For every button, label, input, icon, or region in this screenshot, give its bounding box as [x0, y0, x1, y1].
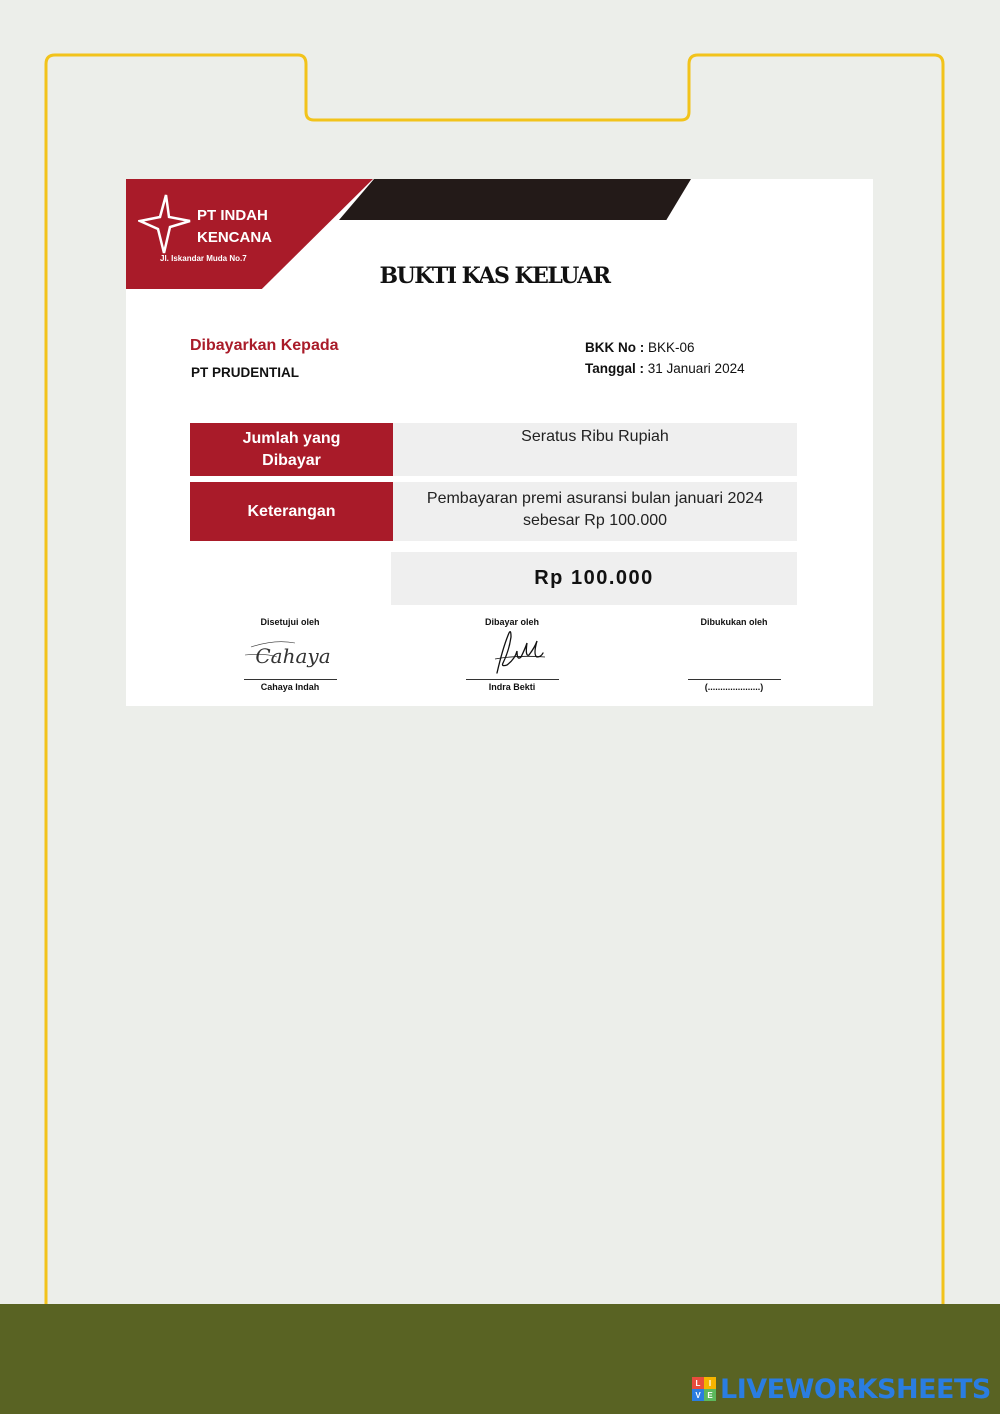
liveworksheets-brand[interactable]: [692, 1373, 991, 1405]
amount-words-value-line1: Seratus Ribu Rupiah: [521, 428, 669, 445]
company-name-line2: KENCANA: [197, 229, 272, 246]
description-value: [393, 482, 797, 541]
date-value: 31 Januari 2024: [647, 361, 745, 376]
company-address: Jl. Iskandar Muda No.7: [160, 254, 247, 263]
liveworksheets-text: LIVEWORKSHEETS: [720, 1373, 991, 1405]
signature-approved-title: Disetujui oleh: [260, 617, 320, 627]
bkk-number-separator: :: [636, 340, 648, 355]
signature-paid-image: [437, 627, 587, 679]
signature-paid-title: Dibayar oleh: [484, 617, 540, 627]
description-value-line2: sebesar Rp 100.000: [522, 512, 668, 529]
payee-label: Dibayarkan Kepada: [190, 337, 339, 354]
signature-paid-line: [466, 679, 559, 680]
signature-approved-image: [215, 627, 365, 679]
description-value-line1: Pembayaran premi asuransi bulan januari 2024: [426, 490, 764, 507]
date-separator: :: [635, 361, 648, 376]
signature-cahaya-text: Cahaya: [255, 644, 331, 668]
bkk-number: [585, 340, 695, 355]
amount-words-value: [393, 423, 797, 476]
payee-value: PT PRUDENTIAL: [191, 365, 299, 380]
logo-letter-v: V: [692, 1389, 704, 1401]
signature-paid: [437, 617, 587, 692]
company-name-line1: PT INDAH: [197, 207, 268, 224]
signature-recorded: [659, 617, 809, 692]
signature-approved: [215, 617, 365, 692]
signature-cahaya-graphic: [215, 627, 365, 679]
document-title: BUKTI KAS KELUAR: [379, 263, 610, 289]
total-amount: Rp 100.000: [391, 552, 797, 605]
amount-words-label-line2: Dibayar: [262, 451, 321, 469]
logo-letter-e: E: [704, 1389, 716, 1401]
bkk-number-label: BKK No: [585, 340, 636, 355]
signature-recorded-image: [659, 627, 809, 679]
liveworksheets-logo-icon: [692, 1377, 716, 1401]
receipt-card: [126, 179, 873, 706]
date-field: [585, 361, 745, 376]
bkk-number-value: BKK-06: [648, 340, 695, 355]
signature-approved-name: Cahaya Indah: [260, 682, 320, 692]
signature-recorded-name: (.....................): [704, 682, 764, 692]
logo-letter-l: L: [692, 1377, 704, 1389]
star-icon: [138, 191, 192, 257]
date-label: Tanggal: [585, 361, 636, 376]
signature-recorded-title: Dibukukan oleh: [700, 617, 768, 627]
company-name: [197, 205, 272, 249]
signature-recorded-line: [688, 679, 781, 680]
logo-letter-i: I: [704, 1377, 716, 1389]
amount-words-label: [190, 423, 393, 476]
header-dark-band: [339, 179, 691, 220]
description-label-text: Keterangan: [247, 502, 336, 520]
signature-indra-graphic: [437, 627, 587, 679]
description-label: [190, 482, 393, 541]
amount-words-label-line1: Jumlah yang: [242, 429, 341, 447]
signature-approved-line: [244, 679, 337, 680]
signature-paid-name: Indra Bekti: [488, 682, 536, 692]
